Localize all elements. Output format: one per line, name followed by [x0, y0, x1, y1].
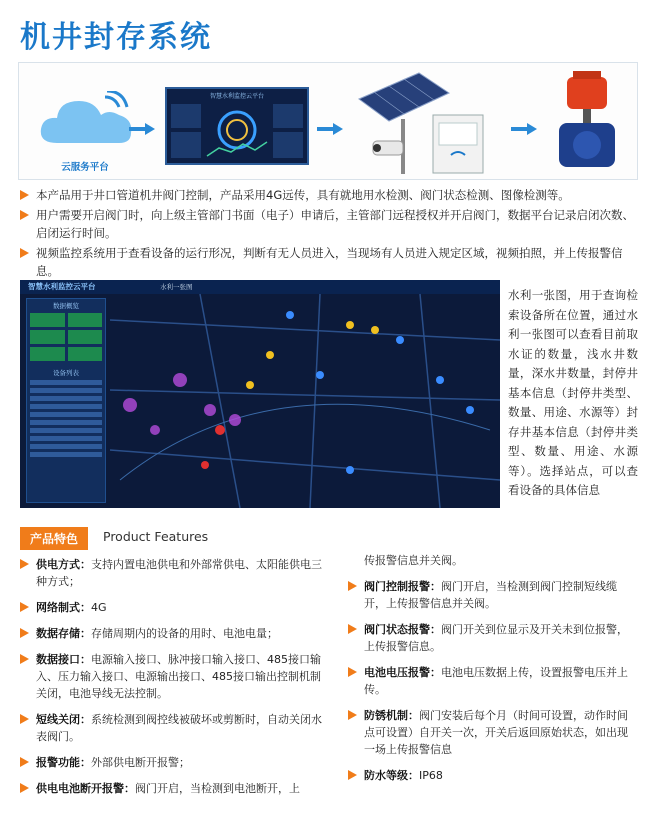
bullet-triangle-icon — [20, 757, 29, 767]
stat-card — [30, 347, 65, 361]
feature-item: 供电电池断开报警：阀门开启，当检测到电池断开，上 — [20, 780, 330, 797]
bullet-triangle-icon — [20, 559, 29, 569]
feature-item: 供电方式：支持内置电池供电和外部常供电、太阳能供电三种方式； — [20, 556, 330, 590]
features-label-en: Product Features — [103, 529, 209, 544]
feature-item: 报警功能：外部供电断开报警； — [20, 754, 330, 771]
cloud-icon — [35, 91, 145, 153]
valve-icon — [549, 69, 629, 177]
feature-item: 数据接口：电源输入接口、脉冲接口输入接口、485接口输入、压力输入接口、电源输出接口、485接口输出控制机制关闭，电池导线无法控制。 — [20, 651, 330, 702]
stat-card — [30, 313, 65, 327]
dashboard-chart-icon — [167, 100, 307, 164]
bullet-triangle-icon — [348, 624, 357, 634]
page-title: 机井封存系统 — [20, 20, 212, 55]
bullet-triangle-icon — [348, 770, 357, 780]
bullet-triangle-icon — [20, 210, 29, 220]
feature-item: 电池电压报警：电池电压数据上传，设置报警电压并上传。 — [348, 664, 638, 698]
bullet-triangle-icon — [348, 710, 357, 720]
intro-item: 用户需要开启阀门时，向上级主管部门书面（电子）申请后，主管部门远程授权并开启阀门，数据平台记录启闭次数、启闭运行时间。 — [20, 206, 636, 242]
stat-grid — [27, 310, 105, 364]
stat-card — [68, 313, 103, 327]
bullet-triangle-icon — [20, 654, 29, 664]
features-label: 产品特色 — [20, 527, 88, 550]
intro-list — [20, 186, 636, 282]
stat-card — [68, 330, 103, 344]
bullet-triangle-icon — [348, 667, 357, 677]
dashboard-title: 智慧水利监控云平台 — [209, 93, 264, 100]
map-side-panel — [26, 298, 106, 503]
side-panel-title: 数据概览 — [53, 302, 79, 310]
bullet-triangle-icon — [20, 602, 29, 612]
bullet-triangle-icon — [20, 714, 29, 724]
electric-valve — [549, 69, 629, 177]
bullet-triangle-icon — [20, 628, 29, 638]
bullet-triangle-icon — [20, 783, 29, 793]
stat-card — [30, 330, 65, 344]
features-left-column — [20, 556, 330, 806]
stat-card — [68, 347, 103, 361]
bullet-triangle-icon — [348, 581, 357, 591]
device-list-title: 设备列表 — [53, 369, 79, 377]
arrow-icon — [317, 123, 343, 135]
cloud-label: 云服务平台 — [61, 162, 109, 173]
feature-continuation: 传报警信息并关阀。 — [364, 554, 463, 567]
arrow-icon — [511, 123, 537, 135]
feature-item: 防水等级：IP68 — [348, 767, 638, 784]
bullet-triangle-icon — [20, 190, 29, 200]
feature-item: 网络制式：4G — [20, 599, 330, 616]
arrow-icon — [129, 123, 155, 135]
map-title: 智慧水利监控云平台 — [28, 282, 96, 291]
feature-item: 防锈机制：阀门安装后每个月（时间可设置，动作时间点可设置）自开关一次，开关后返回原始状态，如出现一场上传报警信息 — [348, 707, 638, 758]
features-right-column — [348, 552, 638, 793]
system-flow-diagram — [18, 62, 638, 180]
bullet-triangle-icon — [20, 248, 29, 258]
solar-panel-icon — [349, 69, 499, 177]
intro-item: 本产品用于井口管道机井阀门控制，产品采用4G远传，具有就地用水检测、阀门状态检测、图像检测等。 — [20, 186, 636, 204]
feature-item: 阀门状态报警：阀门开关到位显示及开关未到位报警，上传报警信息。 — [348, 621, 638, 655]
intro-item: 视频监控系统用于查看设备的运行形况，判断有无人员进入，当现场有人员进入规定区域，视频拍照，并上传报警信息。 — [20, 244, 636, 280]
feature-item: 数据存储：存储周期内的设备的用时、电池电量； — [20, 625, 330, 642]
water-map-screenshot — [20, 280, 500, 508]
device-list[interactable] — [27, 377, 105, 463]
dashboard-thumbnail — [165, 87, 309, 165]
feature-item: 阀门控制报警：阀门开启，当检测到阀门控制短线缆开，上传报警信息并关阀。 — [348, 578, 638, 612]
map-caption: 水利一张图，用于查询检索设备所在位置，通过水利一张图可以查看目前取水证的数量，浅水井数量，深水井数量，封停井基本信息（封停井类型、数量、用途、水源等）封存井基本信息（封停井类型、数量、用途、水源等）。选择站点，可以查看设备的具体信息 — [508, 288, 638, 497]
feature-item: 短线关闭：系统检测到阀控线被破坏或剪断时，自动关闭水表阀门。 — [20, 711, 330, 745]
solar-camera-device — [349, 69, 499, 177]
map-tab: 水利一张图 — [160, 283, 193, 291]
